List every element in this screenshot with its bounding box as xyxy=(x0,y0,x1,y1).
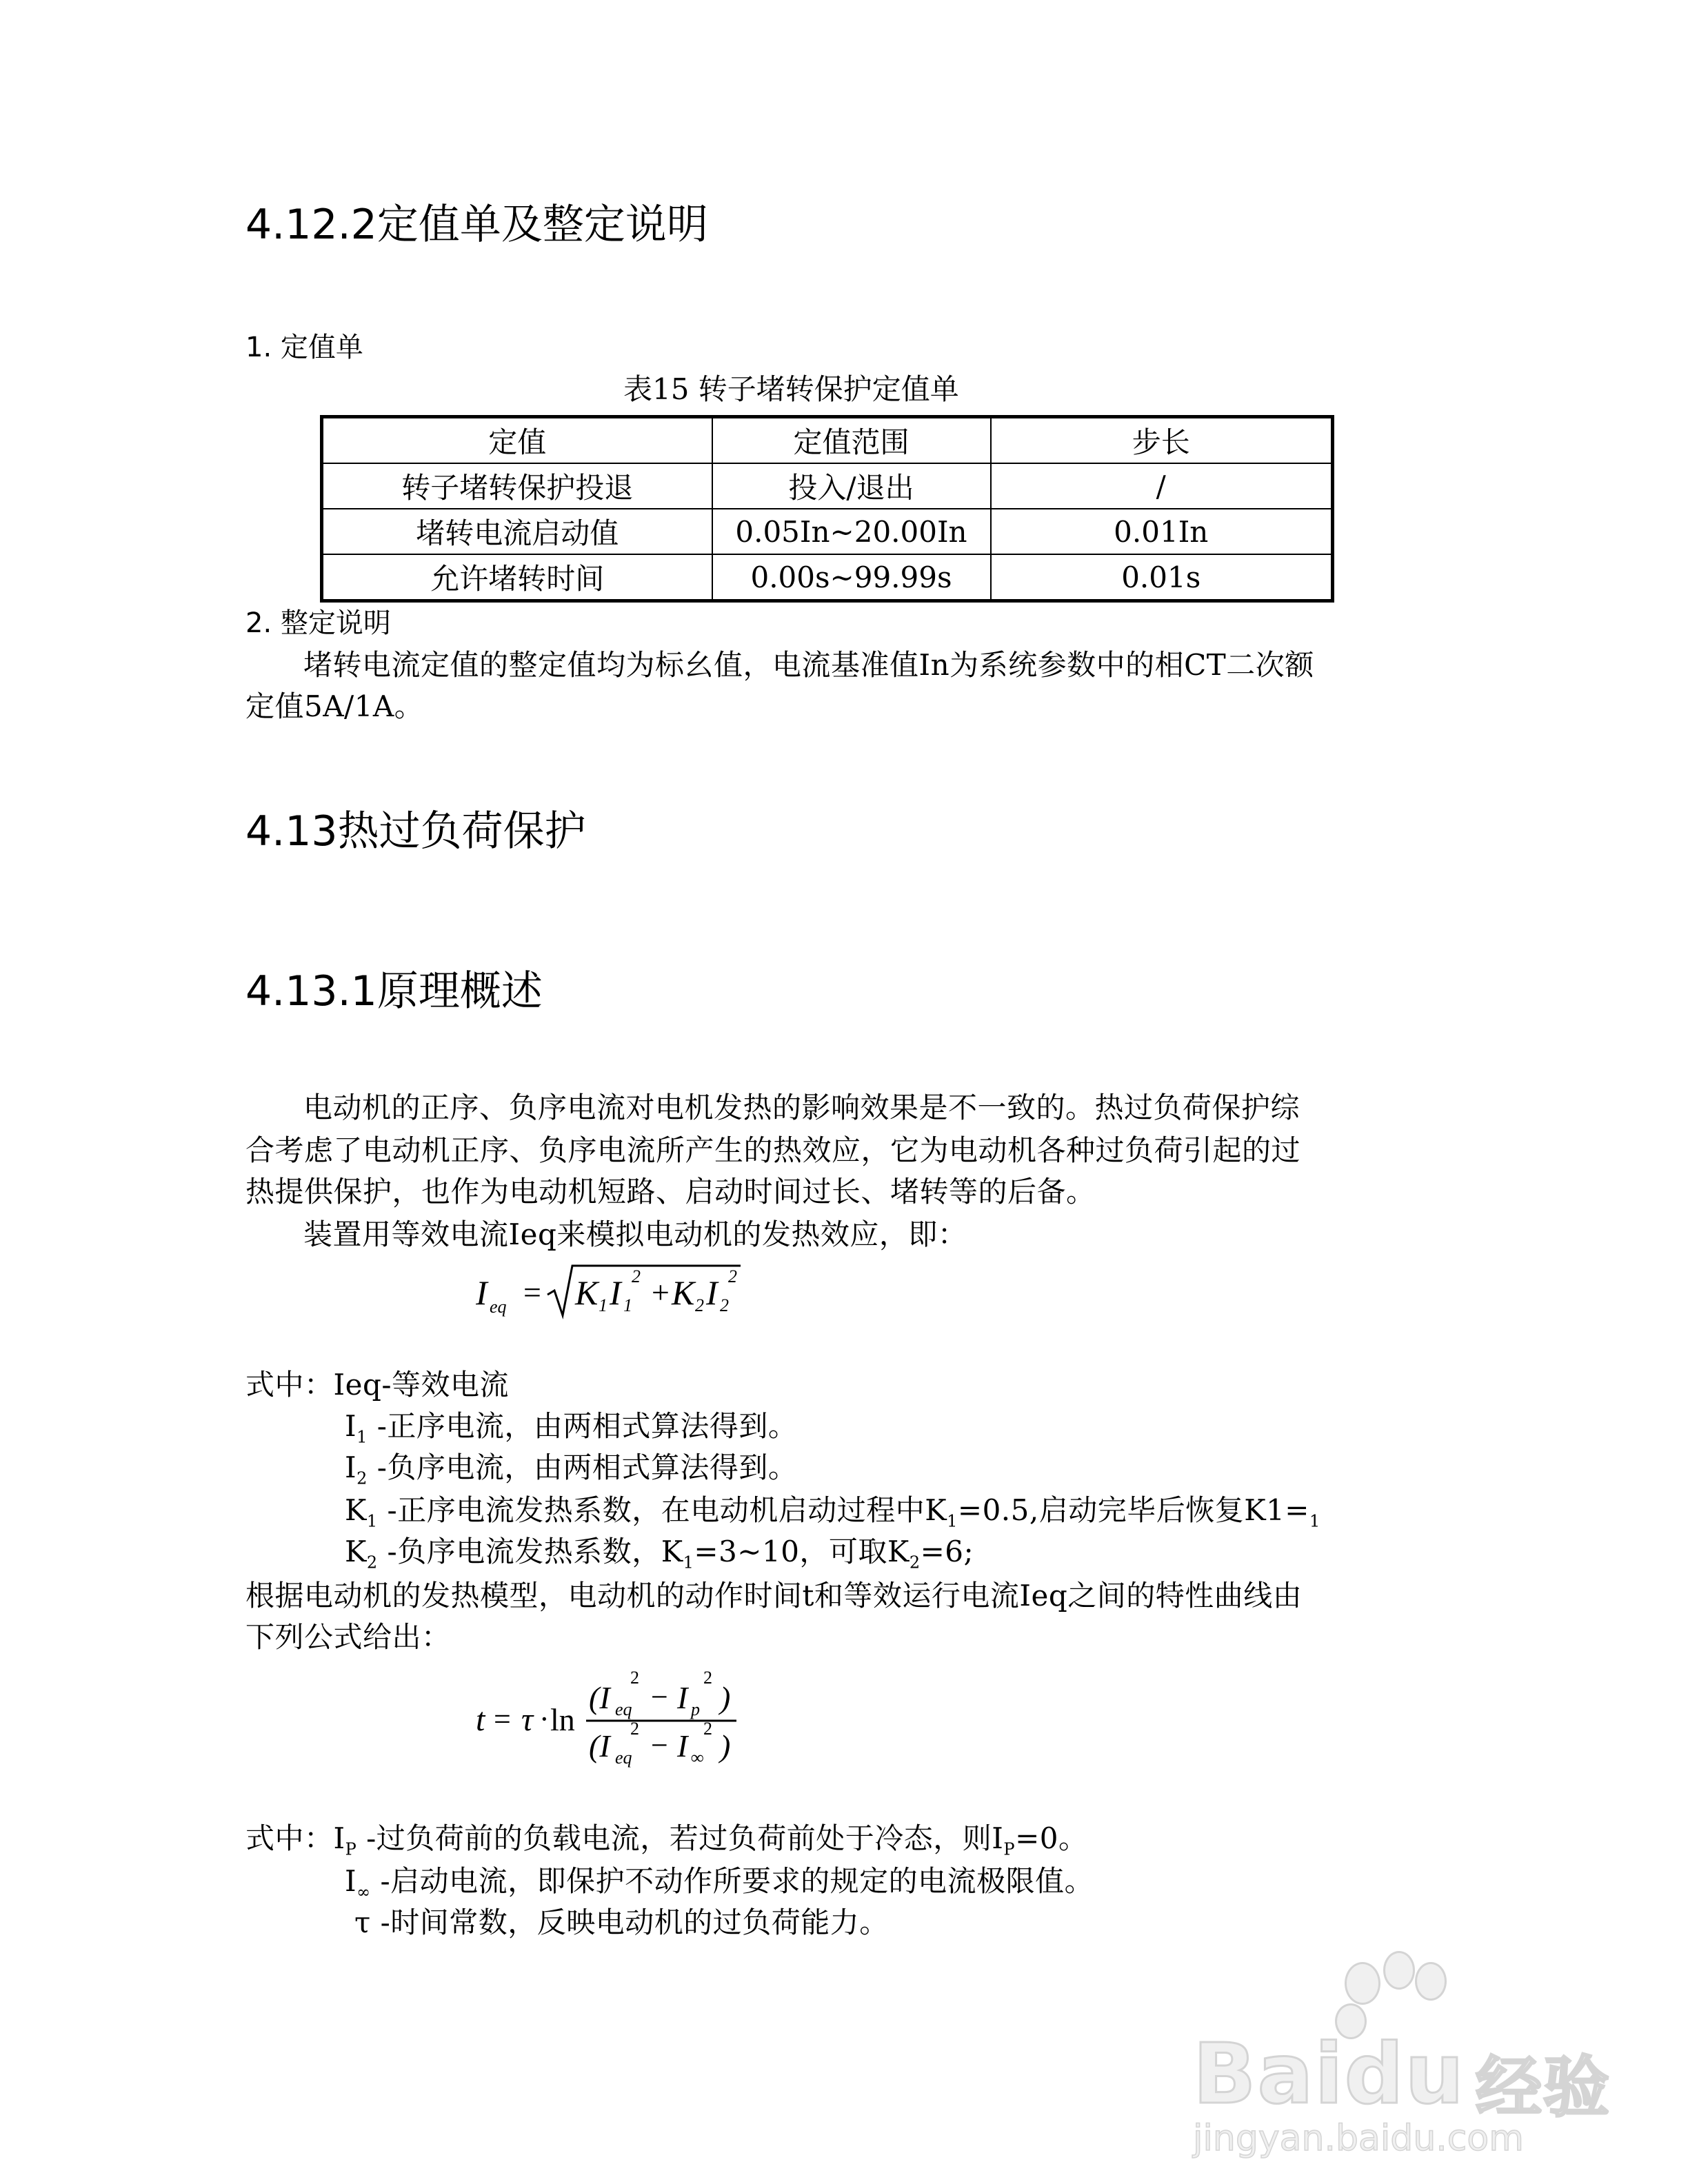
paragraph-line: 装置用等效电流Ieq来模拟电动机的发热效应，即： xyxy=(303,1217,967,1251)
table-cell: 0.01In xyxy=(991,509,1333,554)
where-item xyxy=(345,1864,1094,1902)
formula-subscript: 1 xyxy=(623,1295,632,1315)
where-subscript: ∞ xyxy=(356,1882,371,1902)
paragraph-line: 堵转电流定值的整定值均为标幺值，电流基准值In为系统参数中的相CT二次额 xyxy=(303,648,1314,682)
where-subscript: 1 xyxy=(947,1511,958,1531)
where-subscript: P xyxy=(345,1839,357,1859)
formula-svg xyxy=(476,1262,752,1321)
where-item xyxy=(345,1535,974,1573)
formula-symbol: I xyxy=(677,1680,688,1715)
formula-symbol: I xyxy=(610,1273,621,1312)
table-cell: 0.01s xyxy=(991,554,1333,601)
paragraph-line: 合考虑了电动机正序、负序电流所产生的热效应，它为电动机各种过负荷引起的过 xyxy=(245,1133,1301,1167)
paw-toe-icon xyxy=(1383,1951,1415,1990)
table-cell: 允许堵转时间 xyxy=(322,554,712,601)
where-item xyxy=(345,1409,798,1447)
section-title-4-12-2: 4.12.2定值单及整定说明 xyxy=(245,201,708,249)
where-subscript: 1 xyxy=(366,1511,378,1531)
where-item xyxy=(345,1450,798,1488)
formula-subscript: 2 xyxy=(720,1295,729,1315)
table-caption: 表15 转子堵转保护定值单 xyxy=(623,372,959,406)
paragraph-line: 电动机的正序、负序电流对电机发热的影响效果是不一致的。热过负荷保护综 xyxy=(303,1091,1300,1124)
where-desc: =0.5,启动完毕后恢复K1= xyxy=(957,1493,1310,1527)
where-item xyxy=(354,1905,889,1939)
watermark-logo: Baidu xyxy=(1193,2027,1465,2123)
formula-subscript: 2 xyxy=(695,1295,704,1315)
formula-operator: ln xyxy=(550,1702,575,1737)
where-item xyxy=(345,1493,1320,1531)
where-desc: -时间常数，反映电动机的过负荷能力。 xyxy=(370,1905,889,1939)
formula-subscript: eq xyxy=(615,1748,632,1768)
formula-operating-time xyxy=(476,1663,765,1783)
paragraph-line: 定值5A/1A。 xyxy=(245,689,424,723)
where-lead: 式中：Ieq-等效电流 xyxy=(245,1368,510,1402)
where-symbol: τ xyxy=(354,1905,371,1939)
formula-symbol: (I xyxy=(589,1680,610,1715)
where-subscript: P xyxy=(1003,1839,1016,1859)
formula-superscript: 2 xyxy=(703,1719,712,1739)
formula-svg xyxy=(476,1663,765,1780)
watermark-url: jingyan.baidu.com xyxy=(1193,2118,1524,2159)
table-header-cell: 定值范围 xyxy=(712,417,991,464)
formula-operator: − xyxy=(651,1680,668,1714)
formula-symbol: t xyxy=(476,1701,485,1738)
formula-symbol: I xyxy=(706,1273,718,1312)
paragraph-line: 下列公式给出： xyxy=(245,1620,451,1654)
where-symbol: K xyxy=(345,1493,367,1527)
where-subscript: 2 xyxy=(356,1468,368,1488)
table-header-cell: 步长 xyxy=(991,417,1333,464)
where-symbol: I xyxy=(345,1450,357,1484)
table-row xyxy=(322,463,1333,509)
formula-subscript: eq xyxy=(490,1297,507,1317)
where-desc: -负序电流，由两相式算法得到。 xyxy=(367,1450,798,1484)
formula-subscript: 1 xyxy=(599,1295,607,1315)
formula-symbol: I xyxy=(476,1273,488,1312)
where-desc: -启动电流，即保护不动作所要求的规定的电流极限值。 xyxy=(370,1864,1094,1898)
formula-symbol: K xyxy=(575,1273,599,1312)
where-desc: =3~10，可取K xyxy=(694,1535,910,1568)
table-header-cell: 定值 xyxy=(322,417,712,464)
paw-toe-icon xyxy=(1345,1962,1380,2005)
formula-symbol: τ xyxy=(521,1701,534,1738)
where-subscript: 2 xyxy=(366,1553,378,1573)
table-cell: 投入/退出 xyxy=(712,463,991,509)
paragraph-line: 根据电动机的发热模型，电动机的动作时间t和等效运行电流Ieq之间的特性曲线由 xyxy=(245,1579,1303,1612)
where-symbol: I xyxy=(345,1409,357,1443)
where-subscript: 2 xyxy=(909,1553,921,1573)
formula-subscript: p xyxy=(691,1699,700,1719)
paragraph-line: 热提供保护，也作为电动机短路、启动时间过长、堵转等的后备。 xyxy=(245,1175,1096,1209)
formula-subscript: ∞ xyxy=(691,1748,704,1768)
where-item xyxy=(245,1821,1088,1859)
where-desc: =6; xyxy=(920,1535,974,1568)
where-subscript: 1 xyxy=(1309,1511,1320,1531)
formula-superscript: 2 xyxy=(703,1668,712,1688)
formula-operator: − xyxy=(651,1728,668,1762)
formula-operator: = xyxy=(494,1702,511,1736)
where-symbol: I xyxy=(333,1821,345,1855)
table-header-row xyxy=(322,417,1333,464)
section-title-4-13-1: 4.13.1原理概述 xyxy=(245,967,543,1015)
formula-symbol: ) xyxy=(720,1680,731,1715)
table-cell: 转子堵转保护投退 xyxy=(322,463,712,509)
formula-symbol: K xyxy=(672,1273,695,1312)
formula-symbol: ) xyxy=(720,1728,731,1763)
where-symbol: K xyxy=(345,1535,367,1568)
where-desc: -负序电流发热系数，K xyxy=(377,1535,683,1568)
formula-operator: · xyxy=(539,1702,550,1736)
where-desc: -正序电流发热系数，在电动机启动过程中K xyxy=(377,1493,947,1527)
formula-superscript: 2 xyxy=(630,1719,639,1739)
where-desc: -过负荷前的负载电流，若过负荷前处于冷态，则I xyxy=(356,1821,1004,1855)
table-row xyxy=(322,554,1333,601)
section-title-4-13: 4.13热过负荷保护 xyxy=(245,807,586,856)
where-subscript: 1 xyxy=(683,1553,694,1573)
settings-table xyxy=(320,415,1334,603)
watermark-cn: 经验 xyxy=(1476,2049,1611,2126)
item-2-heading: 2. 整定说明 xyxy=(245,607,391,639)
formula-superscript: 2 xyxy=(728,1266,737,1286)
formula-superscript: 2 xyxy=(630,1668,639,1688)
where-lead: 式中： xyxy=(245,1821,334,1855)
table-cell: 0.05In~20.00In xyxy=(712,509,991,554)
table-cell: / xyxy=(991,463,1333,509)
where-symbol: I xyxy=(345,1864,357,1898)
table-row xyxy=(322,509,1333,554)
formula-operator: + xyxy=(650,1275,672,1310)
table-cell: 0.00s~99.99s xyxy=(712,554,991,601)
formula-operator: = xyxy=(521,1275,543,1310)
paw-toe-icon xyxy=(1415,1962,1447,2001)
where-desc: -正序电流，由两相式算法得到。 xyxy=(367,1409,798,1443)
where-desc: =0。 xyxy=(1015,1821,1088,1855)
formula-superscript: 2 xyxy=(632,1266,641,1286)
formula-subscript: eq xyxy=(615,1699,632,1719)
formula-symbol: (I xyxy=(589,1728,610,1763)
where-subscript: 1 xyxy=(356,1427,368,1447)
watermark xyxy=(1172,1923,1655,2159)
formula-symbol: I xyxy=(677,1728,688,1763)
table-cell: 堵转电流启动值 xyxy=(322,509,712,554)
item-1-heading: 1. 定值单 xyxy=(245,332,363,363)
